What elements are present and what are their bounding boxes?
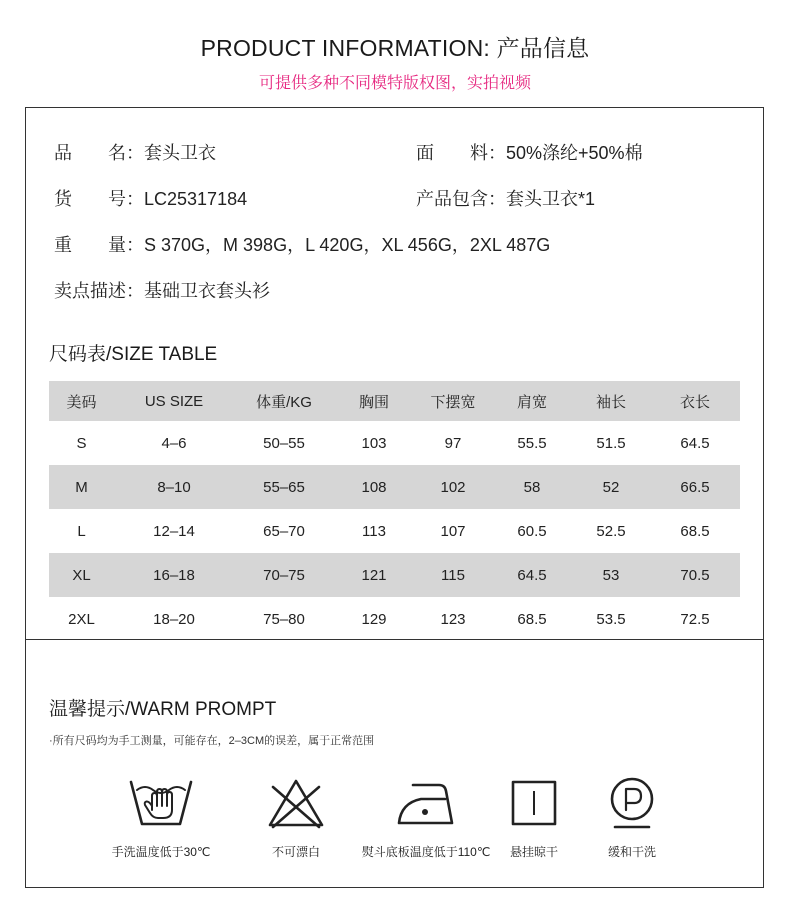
table-cell: 68.5	[517, 610, 547, 628]
table-cell: 12–14	[153, 522, 195, 540]
table-cell: 64.5	[680, 434, 710, 452]
table-cell: 66.5	[650, 465, 740, 509]
size-table	[49, 381, 740, 641]
care-label: 熨斗底板温度低于110℃	[361, 845, 491, 859]
info-weight	[54, 231, 550, 257]
column-header: 袖长	[572, 381, 650, 421]
info-label: 面 料：	[416, 143, 506, 163]
table-cell: 58	[492, 465, 572, 509]
table-cell: 55.5	[517, 434, 547, 452]
table-cell: 60.5	[517, 522, 547, 540]
table-cell: 53.5	[596, 610, 626, 628]
table-cell: XL	[49, 553, 114, 597]
page-subtitle: 可提供多种不同模特版权图，实拍视频	[258, 75, 531, 92]
info-label: 卖点描述：	[54, 281, 144, 301]
info-value: 基础卫衣套头衫	[144, 281, 270, 301]
table-cell: L	[77, 522, 86, 540]
table-cell: 72.5	[680, 610, 710, 628]
table-cell: 2XL	[68, 610, 95, 628]
table-cell: 97	[444, 434, 462, 452]
table-cell: 51.5	[596, 434, 626, 452]
care-label: 悬挂晾干	[509, 845, 558, 859]
info-label: 品 名：	[54, 143, 144, 163]
table-cell: 64.5	[492, 553, 572, 597]
table-cell: 53	[572, 553, 650, 597]
page-title: PRODUCT INFORMATION: 产品信息	[200, 35, 590, 61]
table-row	[49, 465, 740, 509]
table-cell: 8–10	[114, 465, 234, 509]
table-cell: 65–70	[263, 522, 305, 540]
info-fabric	[416, 139, 643, 165]
info-label: 货 号：	[54, 189, 144, 209]
table-cell: 115	[414, 553, 492, 597]
column-header: 肩宽	[492, 381, 572, 421]
column-header: 衣长	[650, 381, 740, 421]
table-cell: 129	[361, 610, 387, 628]
size-table-title: 尺码表/SIZE TABLE	[49, 344, 218, 365]
info-value: 50%涤纶+50%棉	[506, 143, 643, 163]
section-divider	[26, 639, 763, 640]
care-item	[91, 771, 231, 860]
table-cell: 75–80	[263, 610, 305, 628]
table-row	[49, 553, 740, 597]
table-row	[49, 421, 740, 465]
info-label: 重 量：	[54, 235, 144, 255]
table-row	[49, 597, 740, 641]
table-cell: 70–75	[234, 553, 334, 597]
column-header: 胸围	[334, 381, 414, 421]
table-cell: 52	[572, 465, 650, 509]
table-cell: 4–6	[161, 434, 187, 452]
table-cell: 108	[334, 465, 414, 509]
table-cell: 50–55	[263, 434, 305, 452]
table-cell: 18–20	[153, 610, 195, 628]
care-item	[562, 771, 702, 860]
table-cell: 70.5	[650, 553, 740, 597]
care-item	[226, 771, 366, 860]
column-header: US SIZE	[114, 381, 234, 421]
table-cell: 68.5	[680, 522, 710, 540]
table-cell: 16–18	[114, 553, 234, 597]
info-label: 产品包含：	[416, 189, 506, 209]
care-label: 不可漂白	[271, 845, 320, 859]
gentle-dry-clean-icon	[562, 771, 702, 835]
care-label: 缓和干洗	[607, 845, 656, 859]
info-sku	[54, 185, 247, 211]
info-selling-point	[54, 277, 270, 303]
care-label: 手洗温度低于30℃	[111, 845, 211, 859]
table-cell: 102	[414, 465, 492, 509]
warm-prompt-title: 温馨提示/WARM PROMPT	[49, 699, 277, 720]
table-cell: 55–65	[234, 465, 334, 509]
table-cell: 123	[440, 610, 466, 628]
size-table-header	[49, 381, 740, 421]
hand-wash-icon	[91, 771, 231, 835]
column-header: 美码	[49, 381, 114, 421]
no-bleach-icon	[226, 771, 366, 835]
table-cell: 52.5	[596, 522, 626, 540]
table-cell: M	[49, 465, 114, 509]
table-cell: 113	[362, 522, 386, 540]
info-value: S 370G，M 398G，L 420G，XL 456G，2XL 487G	[144, 235, 551, 255]
column-header: 体重/KG	[234, 381, 334, 421]
info-value: 套头卫衣	[144, 143, 216, 163]
table-cell: 103	[361, 434, 387, 452]
table-row	[49, 509, 740, 553]
info-product-name	[54, 139, 216, 165]
measurement-note: ·所有尺码均为手工测量，可能存在，2–3CM的误差，属于正常范围	[49, 735, 375, 747]
table-cell: 121	[334, 553, 414, 597]
table-cell: S	[76, 434, 87, 452]
info-value: LC25317184	[144, 189, 248, 209]
info-package	[416, 185, 595, 211]
product-info-panel	[25, 107, 764, 888]
column-header: 下摆宽	[414, 381, 492, 421]
info-value: 套头卫衣*1	[506, 189, 596, 209]
table-cell: 107	[440, 522, 466, 540]
